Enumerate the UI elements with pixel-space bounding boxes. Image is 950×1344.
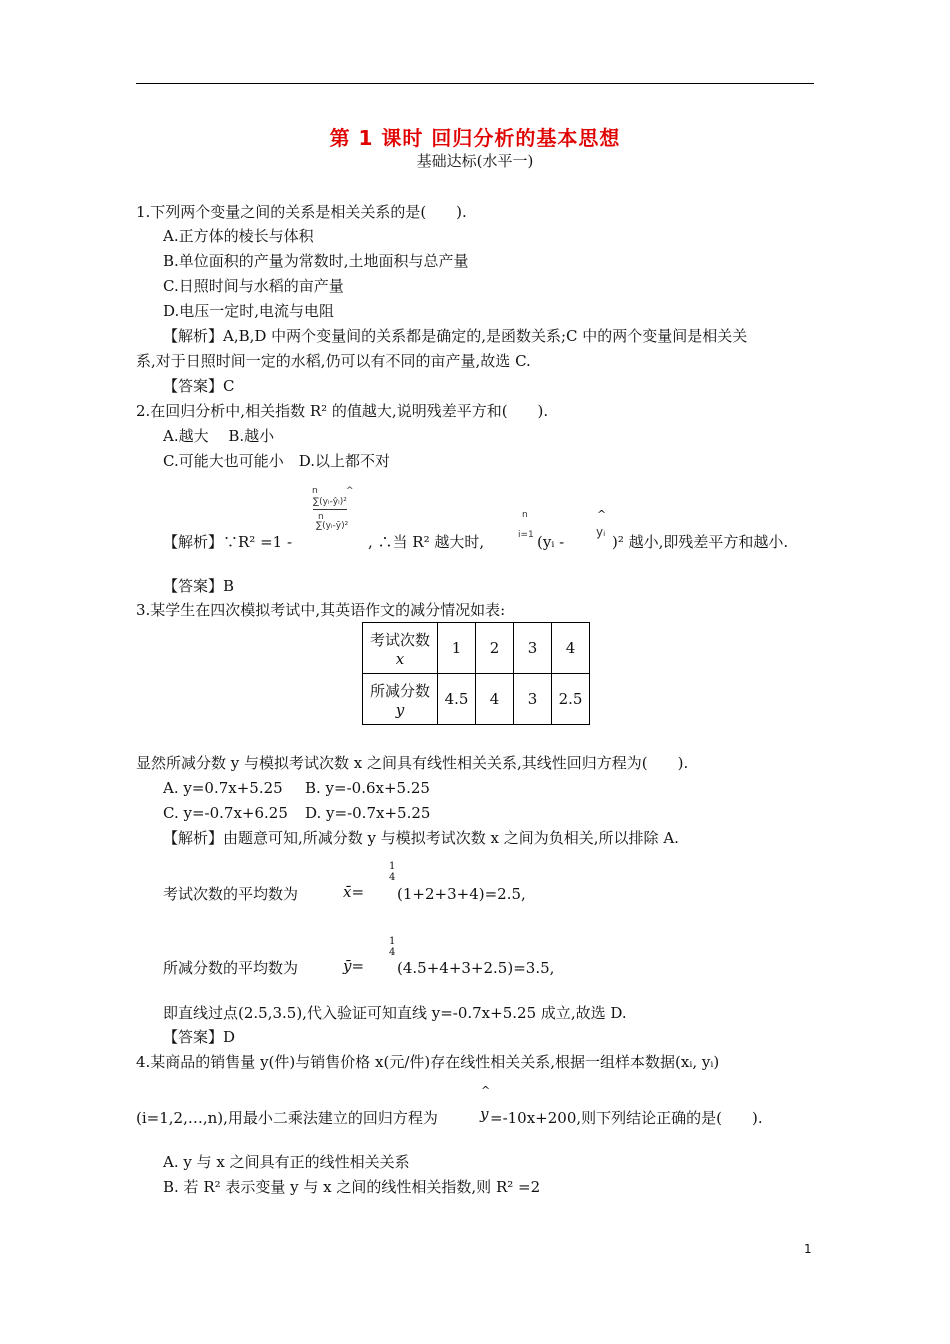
q3-analysis-end: 即直线过点(2.5,3.5),代入验证可知直线 y=-0.7x+5.25 成立,故选 D. bbox=[163, 1004, 627, 1022]
mean-y-label: 所减分数的平均数为 bbox=[163, 959, 299, 977]
score-table bbox=[362, 622, 590, 725]
q1-option-d: D.电压一定时,电流与电阻 bbox=[163, 302, 335, 320]
sum-n-label: n bbox=[522, 510, 528, 520]
q2-options-line1: A.越大 B.越小 bbox=[163, 427, 275, 445]
table-cell: 4.5 bbox=[438, 674, 476, 725]
table-row-header bbox=[363, 674, 438, 725]
q3-option-b: B. y=-0.6x+5.25 bbox=[305, 779, 430, 797]
q4-option-b: B. 若 R² 表示变量 y 与 x 之间的线性相关指数,则 R² =2 bbox=[163, 1178, 541, 1196]
fraction-denominator: 4 bbox=[389, 872, 396, 883]
table-row-header bbox=[363, 623, 438, 674]
table-cell: 2 bbox=[476, 623, 514, 674]
q1-option-c: C.日照时间与水稻的亩产量 bbox=[163, 277, 344, 295]
page-subtitle: 基础达标(水平一) bbox=[416, 152, 534, 170]
row-var: x bbox=[395, 649, 405, 668]
q2-analysis-part3: (yᵢ - bbox=[537, 533, 565, 551]
q1-answer: 【答案】C bbox=[163, 377, 235, 395]
q1-analysis-line2: 系,对于日照时间一定的水稻,仍可以有不同的亩产量,故选 C. bbox=[136, 352, 531, 370]
page-title: 第 1 课时 回归分析的基本思想 bbox=[329, 126, 621, 150]
mean-x-label: 考试次数的平均数为 bbox=[163, 885, 299, 903]
q2-analysis-part1: 【解析】∵R² =1 - bbox=[163, 533, 293, 551]
mean-y-expression: (4.5+4+3+2.5)=3.5, bbox=[397, 959, 555, 977]
q4-option-a: A. y 与 x 之间具有正的线性相关关系 bbox=[163, 1153, 410, 1171]
q4-stem-line2a: (i=1,2,…,n),用最小二乘法建立的回归方程为 bbox=[136, 1109, 438, 1127]
r2-formula-denominator: ∑(yᵢ-ȳ)² bbox=[316, 521, 349, 531]
q4-stem-line2b: =-10x+200,则下列结论正确的是( ). bbox=[490, 1109, 763, 1127]
sum-symbol-top: n bbox=[312, 486, 318, 496]
q3-stem: 3.某学生在四次模拟考试中,其英语作文的减分情况如表: bbox=[136, 601, 506, 619]
y-hat-letter: yᵢ bbox=[596, 525, 606, 539]
y-bar-symbol: ȳ= bbox=[343, 957, 365, 975]
q4-stem-line1: 4.某商品的销售量 y(件)与销售价格 x(元/件)存在线性相关关系,根据一组样本数据(xᵢ, yᵢ) bbox=[136, 1053, 720, 1071]
table-cell: 1 bbox=[438, 623, 476, 674]
q3-option-a: A. y=0.7x+5.25 bbox=[163, 779, 283, 797]
sum-symbol-bottom: n bbox=[318, 512, 324, 522]
x-bar-symbol: x̄= bbox=[343, 883, 365, 901]
q1-analysis-line1: 【解析】A,B,D 中两个变量间的关系都是确定的,是函数关系;C 中的两个变量间是相关关 bbox=[163, 327, 748, 345]
q3-question: 显然所减分数 y 与模拟考试次数 x 之间具有线性相关关系,其线性回归方程为( ). bbox=[136, 754, 689, 772]
table-cell: 3 bbox=[514, 674, 552, 725]
q2-options-line2: C.可能大也可能小 D.以上都不对 bbox=[163, 452, 390, 470]
table-cell: 3 bbox=[514, 623, 552, 674]
mean-x-expression: (1+2+3+4)=2.5, bbox=[397, 885, 526, 903]
table-cell: 4 bbox=[476, 674, 514, 725]
y-hat-letter: y bbox=[480, 1105, 489, 1123]
q1-option-a: A.正方体的棱长与体积 bbox=[163, 227, 314, 245]
row-var: y bbox=[395, 700, 405, 719]
page-number: 1 bbox=[804, 1242, 812, 1256]
y-hat-mark: ^ bbox=[597, 508, 607, 521]
fraction-numerator: 1 bbox=[389, 861, 396, 872]
q3-option-c: C. y=-0.7x+6.25 bbox=[163, 804, 288, 822]
q1-option-b: B.单位面积的产量为常数时,土地面积与总产量 bbox=[163, 252, 469, 270]
header-rule bbox=[136, 83, 814, 84]
fraction-denominator: 4 bbox=[389, 947, 396, 958]
sum-index-label: i=1 bbox=[518, 530, 534, 540]
q2-analysis-part2: , ∴当 R² 越大时, bbox=[368, 533, 485, 551]
q1-stem: 1.下列两个变量之间的关系是相关关系的是( ). bbox=[136, 203, 467, 221]
table-cell: 2.5 bbox=[552, 674, 590, 725]
r2-formula-numerator: ∑(yᵢ-ŷᵢ)² bbox=[313, 497, 347, 510]
table-row bbox=[363, 674, 590, 725]
table-row bbox=[363, 623, 590, 674]
row-label: 考试次数 bbox=[369, 630, 430, 649]
q2-answer: 【答案】B bbox=[163, 577, 235, 595]
row-label: 所减分数 bbox=[369, 681, 430, 700]
y-hat-mark: ^ bbox=[481, 1084, 491, 1097]
q3-answer: 【答案】D bbox=[163, 1028, 236, 1046]
table-cell: 4 bbox=[552, 623, 590, 674]
q3-option-d: D. y=-0.7x+5.25 bbox=[305, 804, 431, 822]
q2-analysis-part4: )² 越小,即残差平方和越小. bbox=[612, 533, 789, 551]
fraction-numerator: 1 bbox=[389, 936, 396, 947]
hat-symbol: ^ bbox=[346, 486, 354, 496]
q3-analysis-line1: 【解析】由题意可知,所减分数 y 与模拟考试次数 x 之间为负相关,所以排除 A. bbox=[163, 829, 679, 847]
q2-stem: 2.在回归分析中,相关指数 R² 的值越大,说明残差平方和( ). bbox=[136, 402, 549, 420]
